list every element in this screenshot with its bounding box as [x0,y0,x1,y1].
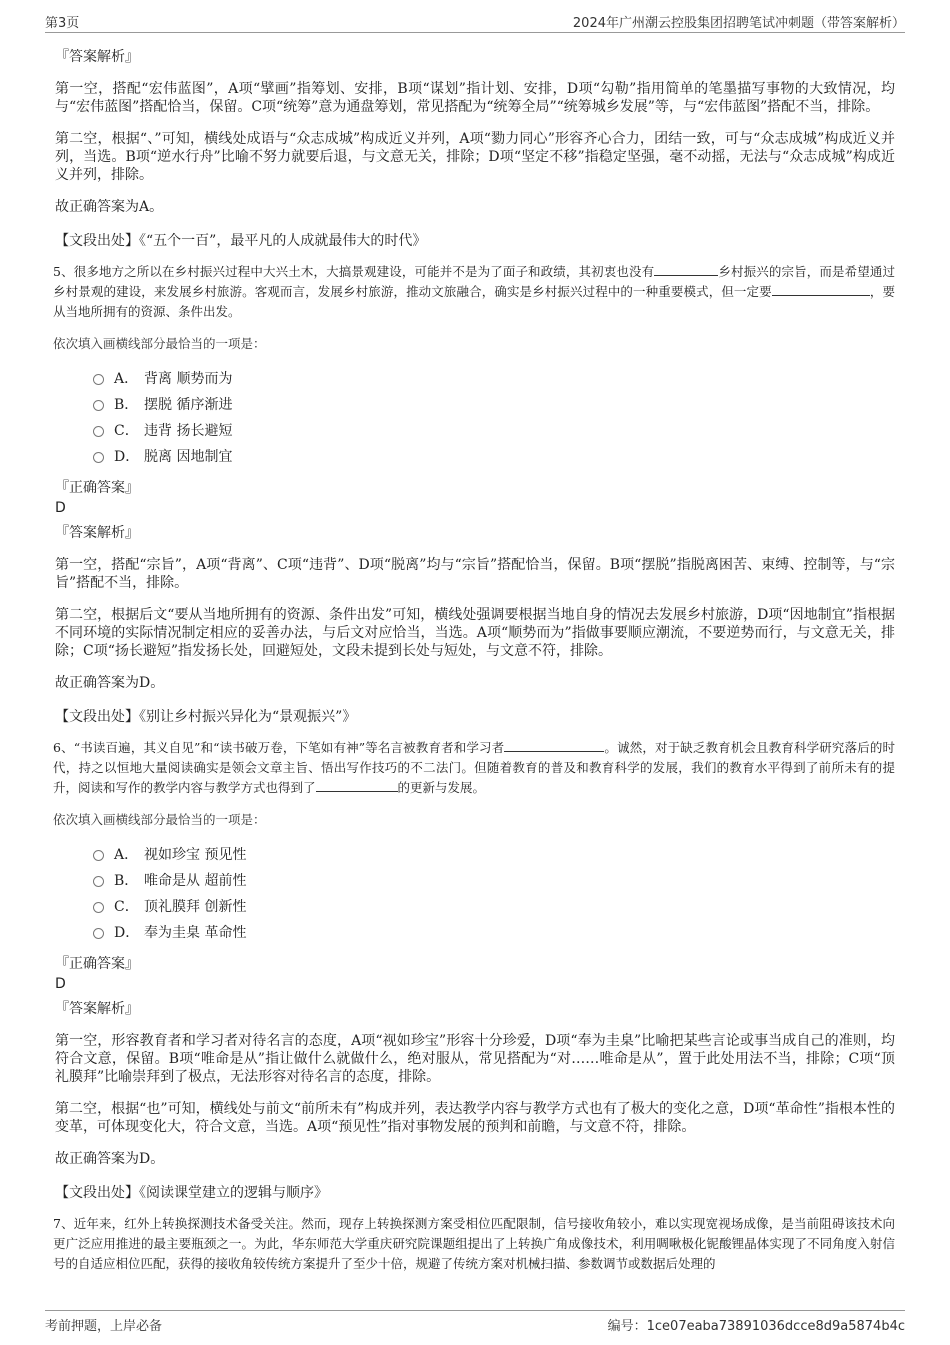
radio-icon[interactable] [93,850,104,861]
correct-answer: D [55,500,66,516]
option-d[interactable]: D． 脱离 因地制宜 [93,444,895,470]
page-header [45,10,905,33]
analysis-conclusion: 故正确答案为A。 [55,199,164,215]
page-content [55,42,895,1286]
radio-icon[interactable] [93,374,104,385]
question-5-stem: 5、很多地方之所以在乡村振兴过程中大兴土木，大搞景观建设，可能并不是为了面子和政绩，其初衷也没有 乡村振兴的宗旨，而是希望通过乡村景观的建设，来发展乡村旅游。客观而言，发展乡村旅游，推动文旅融合，确实是乡村振兴过程中的一种重要模式，但一定要 ，要从当地所拥有的资源、条件出发。 [53,264,895,319]
question-5-options [93,366,895,470]
correct-answer-heading: 『正确答案』 [55,956,139,972]
fill-blank [654,263,718,276]
option-c[interactable]: C． 顶礼膜拜 创新性 [93,894,895,920]
option-a[interactable]: A． 视如珍宝 预见性 [93,842,895,868]
passage-source: 【文段出处】《阅读课堂建立的逻辑与顺序》 [55,1185,328,1201]
question-6-stem: 6、“书读百遍，其义自见”和“读书破万卷，下笔如有神”等名言被教育者和学习者 。诚然，对于缺乏教育机会且教育科学研究落后的时代，持之以恒地大量阅读确实是领会文章主旨、悟出写作技巧的不二法门。但随着教育的普及和教育科学的发展，我们的教育水平得到了前所未有的提升，阅读和写作的教学内容与教学方式也得到了 的更新与发展。 [53,740,895,795]
analysis-conclusion: 故正确答案为D。 [55,1151,165,1167]
question-6-options [93,842,895,946]
radio-icon[interactable] [93,426,104,437]
passage-source: 【文段出处】《别让乡村振兴异化为“景观振兴”》 [55,709,357,725]
question-prompt: 依次填入画横线部分最恰当的一项是： [53,336,266,351]
analysis-paragraph: 第一空，形容教育者和学习者对待名言的态度，A项“视如珍宝”形容十分珍爱，D项“奉为圭臬”比喻把某些言论或事当成自己的准则，均符合文意，保留。B项“唯命是从”指让做什么就做什么，绝对服从，常见搭配为“对……唯命是从”，置于此处用法不当，排除；C项“顶礼膜拜”比喻崇拜到了极点，无法形容对待名言的态度，排除。 [55,1033,895,1085]
analysis-heading: 『答案解析』 [55,1001,139,1017]
page-footer [45,1310,905,1335]
radio-icon[interactable] [93,876,104,887]
analysis-paragraph: 第一空，搭配“宏伟蓝图”，A项“擘画”指筹划、安排，B项“谋划”指计划、安排，D项“勾勒”指用简单的笔墨描写事物的大致情况，均与“宏伟蓝图”搭配恰当，保留。C项“统筹”意为通盘筹划，常见搭配为“统筹全局”“统筹城乡发展”等，与“宏伟蓝图”搭配不当，排除。 [55,81,895,115]
footer-motto: 考前押题，上岸必备 [45,1319,163,1334]
correct-answer-heading: 『正确答案』 [55,480,139,496]
document-title: 2024年广州潮云控股集团招聘笔试冲刺题（带答案解析） [572,16,905,31]
radio-icon[interactable] [93,902,104,913]
analysis-heading: 『答案解析』 [55,525,139,541]
fill-blank [316,779,398,792]
question-prompt: 依次填入画横线部分最恰当的一项是： [53,812,266,827]
passage-source: 【文段出处】《“五个一百”，最平凡的人成就最伟大的时代》 [55,233,427,249]
option-b[interactable]: B． 唯命是从 超前性 [93,868,895,894]
fill-blank [772,283,870,296]
document-code: 编号：1ce07eaba73891036dcce8d9a5874b4c [607,1319,905,1334]
analysis-conclusion: 故正确答案为D。 [55,675,165,691]
analysis-paragraph: 第二空，根据“也”可知，横线处与前文“前所未有”构成并列，表达教学内容与教学方式也有了极大的变化之意，D项“革命性”指根本性的变革，可体现变化大，符合文意，当选。A项“预见性”指对事物发展的预判和前瞻，与文意不符，排除。 [55,1101,895,1135]
option-b[interactable]: B． 摆脱 循序渐进 [93,392,895,418]
analysis-paragraph: 第一空，搭配“宗旨”，A项“背离”、C项“违背”、D项“脱离”均与“宗旨”搭配恰当，保留。B项“摆脱”指脱离困苦、束缚、控制等，与“宗旨”搭配不当，排除。 [55,557,895,591]
analysis-heading: 『答案解析』 [55,49,139,65]
analysis-paragraph: 第二空，根据“、”可知，横线处成语与“众志成城”构成近义并列，A项“勠力同心”形容齐心合力，团结一致，可与“众志成城”构成近义并列，当选。B项“逆水行舟”比喻不努力就要后退，与文意无关，排除；D项“坚定不移”指稳定坚强，毫不动摇，无法与“众志成城”构成近义并列，排除。 [55,131,895,183]
analysis-paragraph: 第二空，根据后文“要从当地所拥有的资源、条件出发”可知，横线处强调要根据当地自身的情况去发展乡村旅游，D项“因地制宜”指根据不同环境的实际情况制定相应的妥善办法，与后文对应恰当，当选。A项“顺势而为”指做事要顺应潮流，不要逆势而行，与文意无关，排除；C项“扬长避短”指发扬长处，回避短处，文段未提到长处与短处，与文意不符，排除。 [55,607,895,659]
page-number: 第3页 [45,16,80,31]
option-d[interactable]: D． 奉为圭臬 革命性 [93,920,895,946]
option-c[interactable]: C． 违背 扬长避短 [93,418,895,444]
radio-icon[interactable] [93,452,104,463]
radio-icon[interactable] [93,400,104,411]
option-a[interactable]: A． 背离 顺势而为 [93,366,895,392]
fill-blank [504,739,604,752]
correct-answer: D [55,976,66,992]
question-7-stem: 7、近年来，红外上转换探测技术备受关注。然而，现存上转换探测方案受相位匹配限制，信号接收角较小，难以实现宽视场成像，是当前阻碍该技术向更广泛应用推进的最主要瓶颈之一。为此，华东师范大学重庆研究院课题组提出了上转换广角成像技术，利用啁啾极化铌酸锂晶体实现了不同角度入射信号的自适应相位匹配，获得的接收角较传统方案提升了至少十倍，规避了传统方案对机械扫描、参数调节或数据后处理的 [53,1216,895,1271]
radio-icon[interactable] [93,928,104,939]
